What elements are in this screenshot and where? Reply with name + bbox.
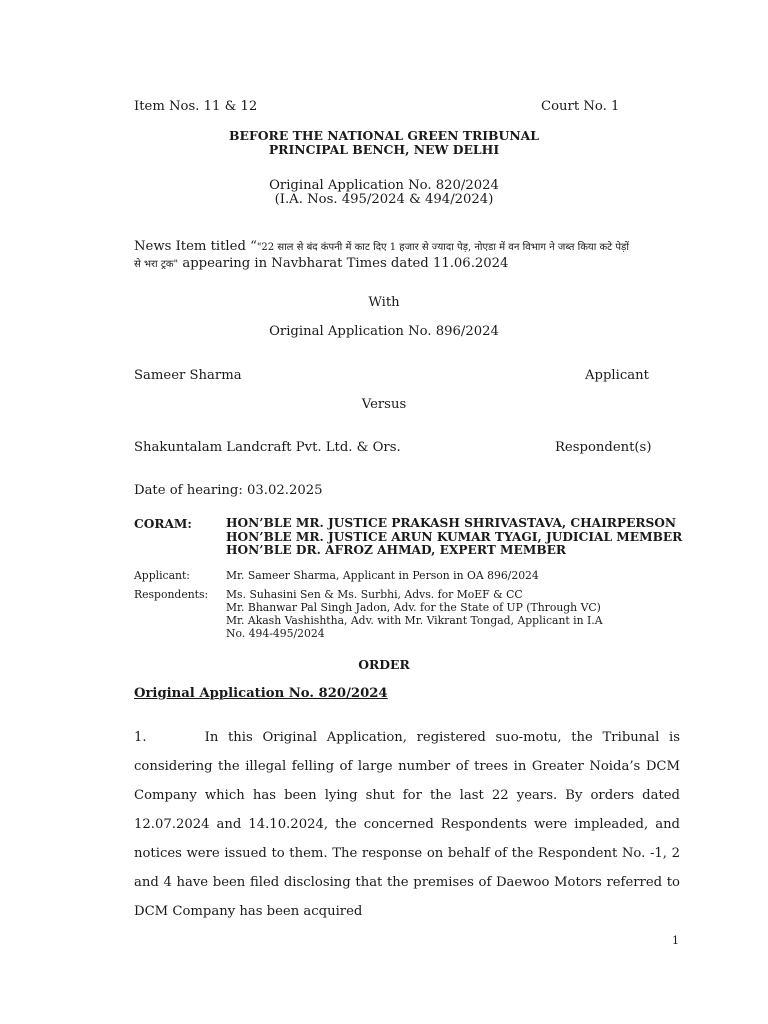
applicant-counsel: Mr. Sameer Sharma, Applicant in Person in OA 896/2024: [226, 569, 539, 582]
news-item-hindi-title: "22 साल से बंद कंपनी में काट दिए 1 हजार से ज्यादा पेड़, नोएडा में वन विभाग ने जब्त किया कटे पेड़ों: [256, 242, 629, 253]
coram-member: HON’BLE MR. JUSTICE PRAKASH SHRIVASTAVA, CHAIRPERSON: [226, 516, 677, 530]
original-application-number: Original Application No. 820/2024: [269, 178, 499, 193]
bench-title: PRINCIPAL BENCH, NEW DELHI: [268, 142, 500, 157]
applicant-role: Applicant: [585, 368, 649, 383]
respondent-role: Respondent(s): [555, 440, 652, 455]
order-heading: ORDER: [358, 657, 410, 672]
ia-numbers: (I.A. Nos. 495/2024 & 494/2024): [274, 192, 494, 207]
versus-label: Versus: [361, 397, 407, 412]
coram-member: HON’BLE DR. AFROZ AHMAD, EXPERT MEMBER: [226, 543, 567, 557]
paragraph-1: 1. In this Original Application, registered suo-motu, the Tribunal is considering the illegal felling of large number of trees in Greater Noida’s DCM Company which has been lying shut for the last 22 years. By orders dated 12.07.2024 and 14.10.2024, the concerned Respondents were impleaded, and notices were issued to them. The response on behalf of the Respondent No. -1, 2 and 4 have been filed disclosing that the premises of Daewoo Motors referred to DCM Company has been acquired: [134, 730, 680, 919]
tribunal-title: BEFORE THE NATIONAL GREEN TRIBUNAL: [229, 128, 539, 143]
coram-label: CORAM:: [134, 517, 192, 531]
coram-member: HON’BLE MR. JUSTICE ARUN KUMAR TYAGI, JUDICIAL MEMBER: [226, 529, 683, 544]
hearing-date: Date of hearing: 03.02.2025: [134, 483, 323, 498]
court-number: Court No. 1: [541, 99, 620, 114]
section-heading: Original Application No. 820/2024: [134, 686, 388, 701]
counsel-line: No. 494-495/2024: [226, 627, 325, 640]
counsel-line: Mr. Bhanwar Pal Singh Jadon, Adv. for the State of UP (Through VC): [226, 601, 601, 614]
news-item-hindi-title-cont: से भरा ट्रक": [134, 259, 179, 270]
counsel-line: Mr. Akash Vashishtha, Adv. with Mr. Vikrant Tongad, Applicant in I.A: [226, 614, 603, 627]
with-label: With: [368, 295, 400, 310]
second-application-number: Original Application No. 896/2024: [269, 324, 499, 339]
coram-members: [226, 517, 682, 558]
item-numbers: Item Nos. 11 & 12: [134, 99, 258, 114]
counsel-line: Ms. Suhasini Sen & Ms. Surbhi, Advs. for MoEF & CC: [226, 588, 523, 601]
news-item-source: appearing in Navbharat Times dated 11.06.2024: [178, 256, 509, 271]
respondent-name: Shakuntalam Landcraft Pvt. Ltd. & Ors.: [134, 440, 401, 455]
applicant-counsel-label: Applicant:: [134, 569, 190, 582]
news-item-prefix: News Item titled “: [134, 239, 257, 254]
applicant-name: Sameer Sharma: [134, 368, 242, 383]
news-item-line-2: [134, 252, 508, 271]
page-number: 1: [672, 934, 679, 947]
respondents-counsel-label: Respondents:: [134, 588, 209, 601]
respondents-counsel-list: [226, 588, 603, 640]
